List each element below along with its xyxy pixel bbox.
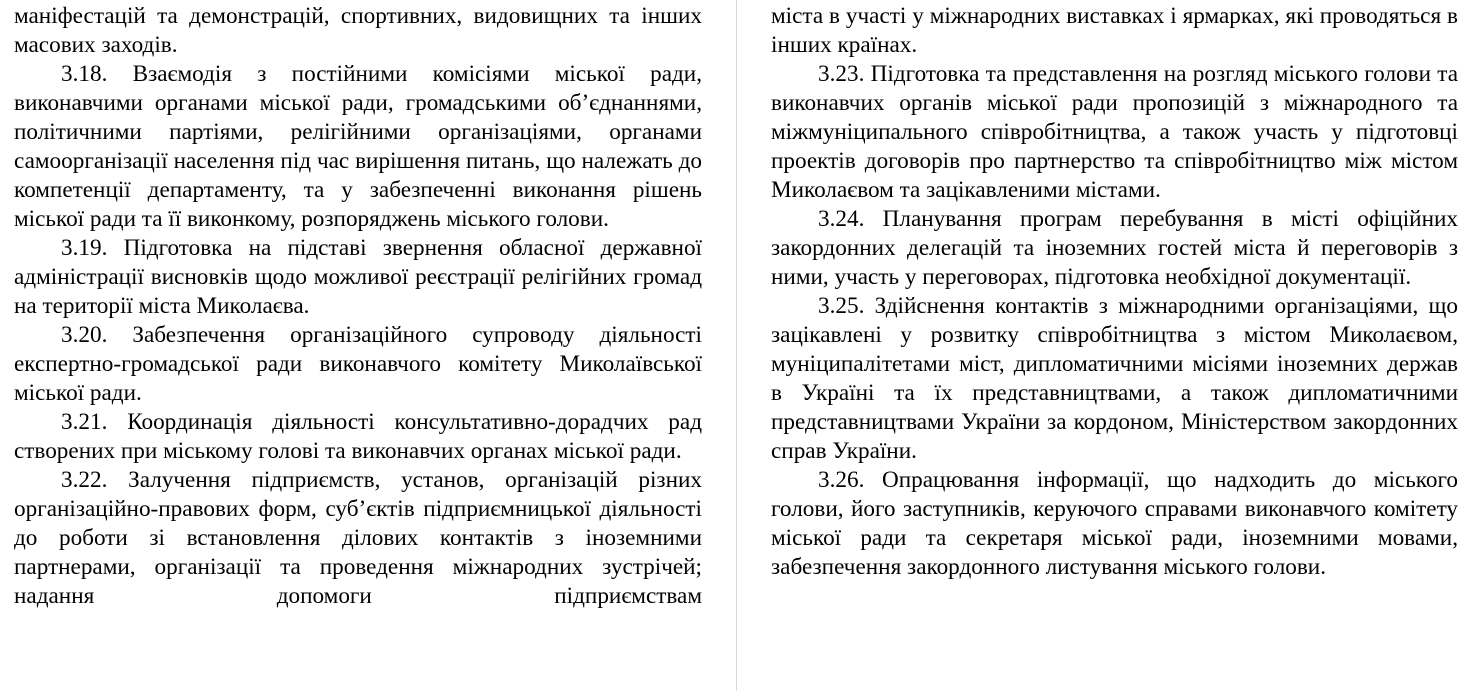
paragraph-continued-right: міста в участі у міжнародних виставках і ярмарках, які проводяться в інших країнах. — [771, 3, 1458, 58]
paragraph-3-23: 3.23. Підготовка та представлення на розгляд міського голови та виконавчих органів міської ради пропозицій з міжнародного та міжмуніципального співробітництва, а також участь у підготовці проектів договорів про партнерство та співробітництво між містом Миколаєвом та зацікавленими містами. — [771, 61, 1458, 203]
paragraph-3-19: 3.19. Підготовка на підставі звернення обласної державної адміністрації висновків щодо можливої реєстрації релігійних громад на території міста Миколаєва. — [14, 235, 702, 319]
paragraph-3-18: 3.18. Взаємодія з постійними комісіями міської ради, виконавчими органами міської ради, громадськими об’єднаннями, політичними партіями, релігійними організаціями, органами самоорганізації населення під час вирішення питань, що належать до компетенції департаменту, та у забезпеченні виконання рішень міської ради та її виконкому, розпоряджень міського голови. — [14, 61, 702, 232]
paragraph-continued-left: маніфестацій та демонстрацій, спортивних, видовищних та інших масових заходів. — [14, 3, 702, 58]
column-divider — [736, 0, 737, 691]
paragraph-3-25: 3.25. Здійснення контактів з міжнародними організаціями, що зацікавлені у розвитку співробітництва з містом Миколаєвом, муніципалітетами міст, дипломатичними місіями іноземних держав в Україні та їх представництвами, а також дипломатичними представництвами України за кордоном, Міністерством закордонних справ України. — [771, 293, 1458, 464]
paragraph-3-21: 3.21. Координація діяльності консультативно-дорадчих рад створених при міському голові та виконавчих органах міської ради. — [14, 409, 702, 464]
left-text-column — [14, 2, 702, 611]
paragraph-3-22: 3.22. Залучення підприємств, установ, організацій різних організаційно-правових форм, суб’єктів підприємницької діяльності до роботи зі встановлення ділових контактів з іноземними партнерами, організації та проведення міжнародних зустрічей; надання допомоги підприємствам — [14, 467, 702, 609]
paragraph-3-26: 3.26. Опрацювання інформації, що надходить до міського голови, його заступників, керуючого справами виконавчого комітету міської ради та секретаря міської ради, іноземними мовами, забезпечення закордонного листування міського голови. — [771, 467, 1458, 580]
paragraph-3-20: 3.20. Забезпечення організаційного супроводу діяльності експертно-громадської ради виконавчого комітету Миколаївської міської ради. — [14, 322, 702, 406]
paragraph-3-24: 3.24. Планування програм перебування в місті офіційних закордонних делегацій та іноземних гостей міста й переговорів з ними, участь у переговорах, підготовка необхідної документації. — [771, 206, 1458, 290]
right-text-column — [771, 2, 1458, 582]
